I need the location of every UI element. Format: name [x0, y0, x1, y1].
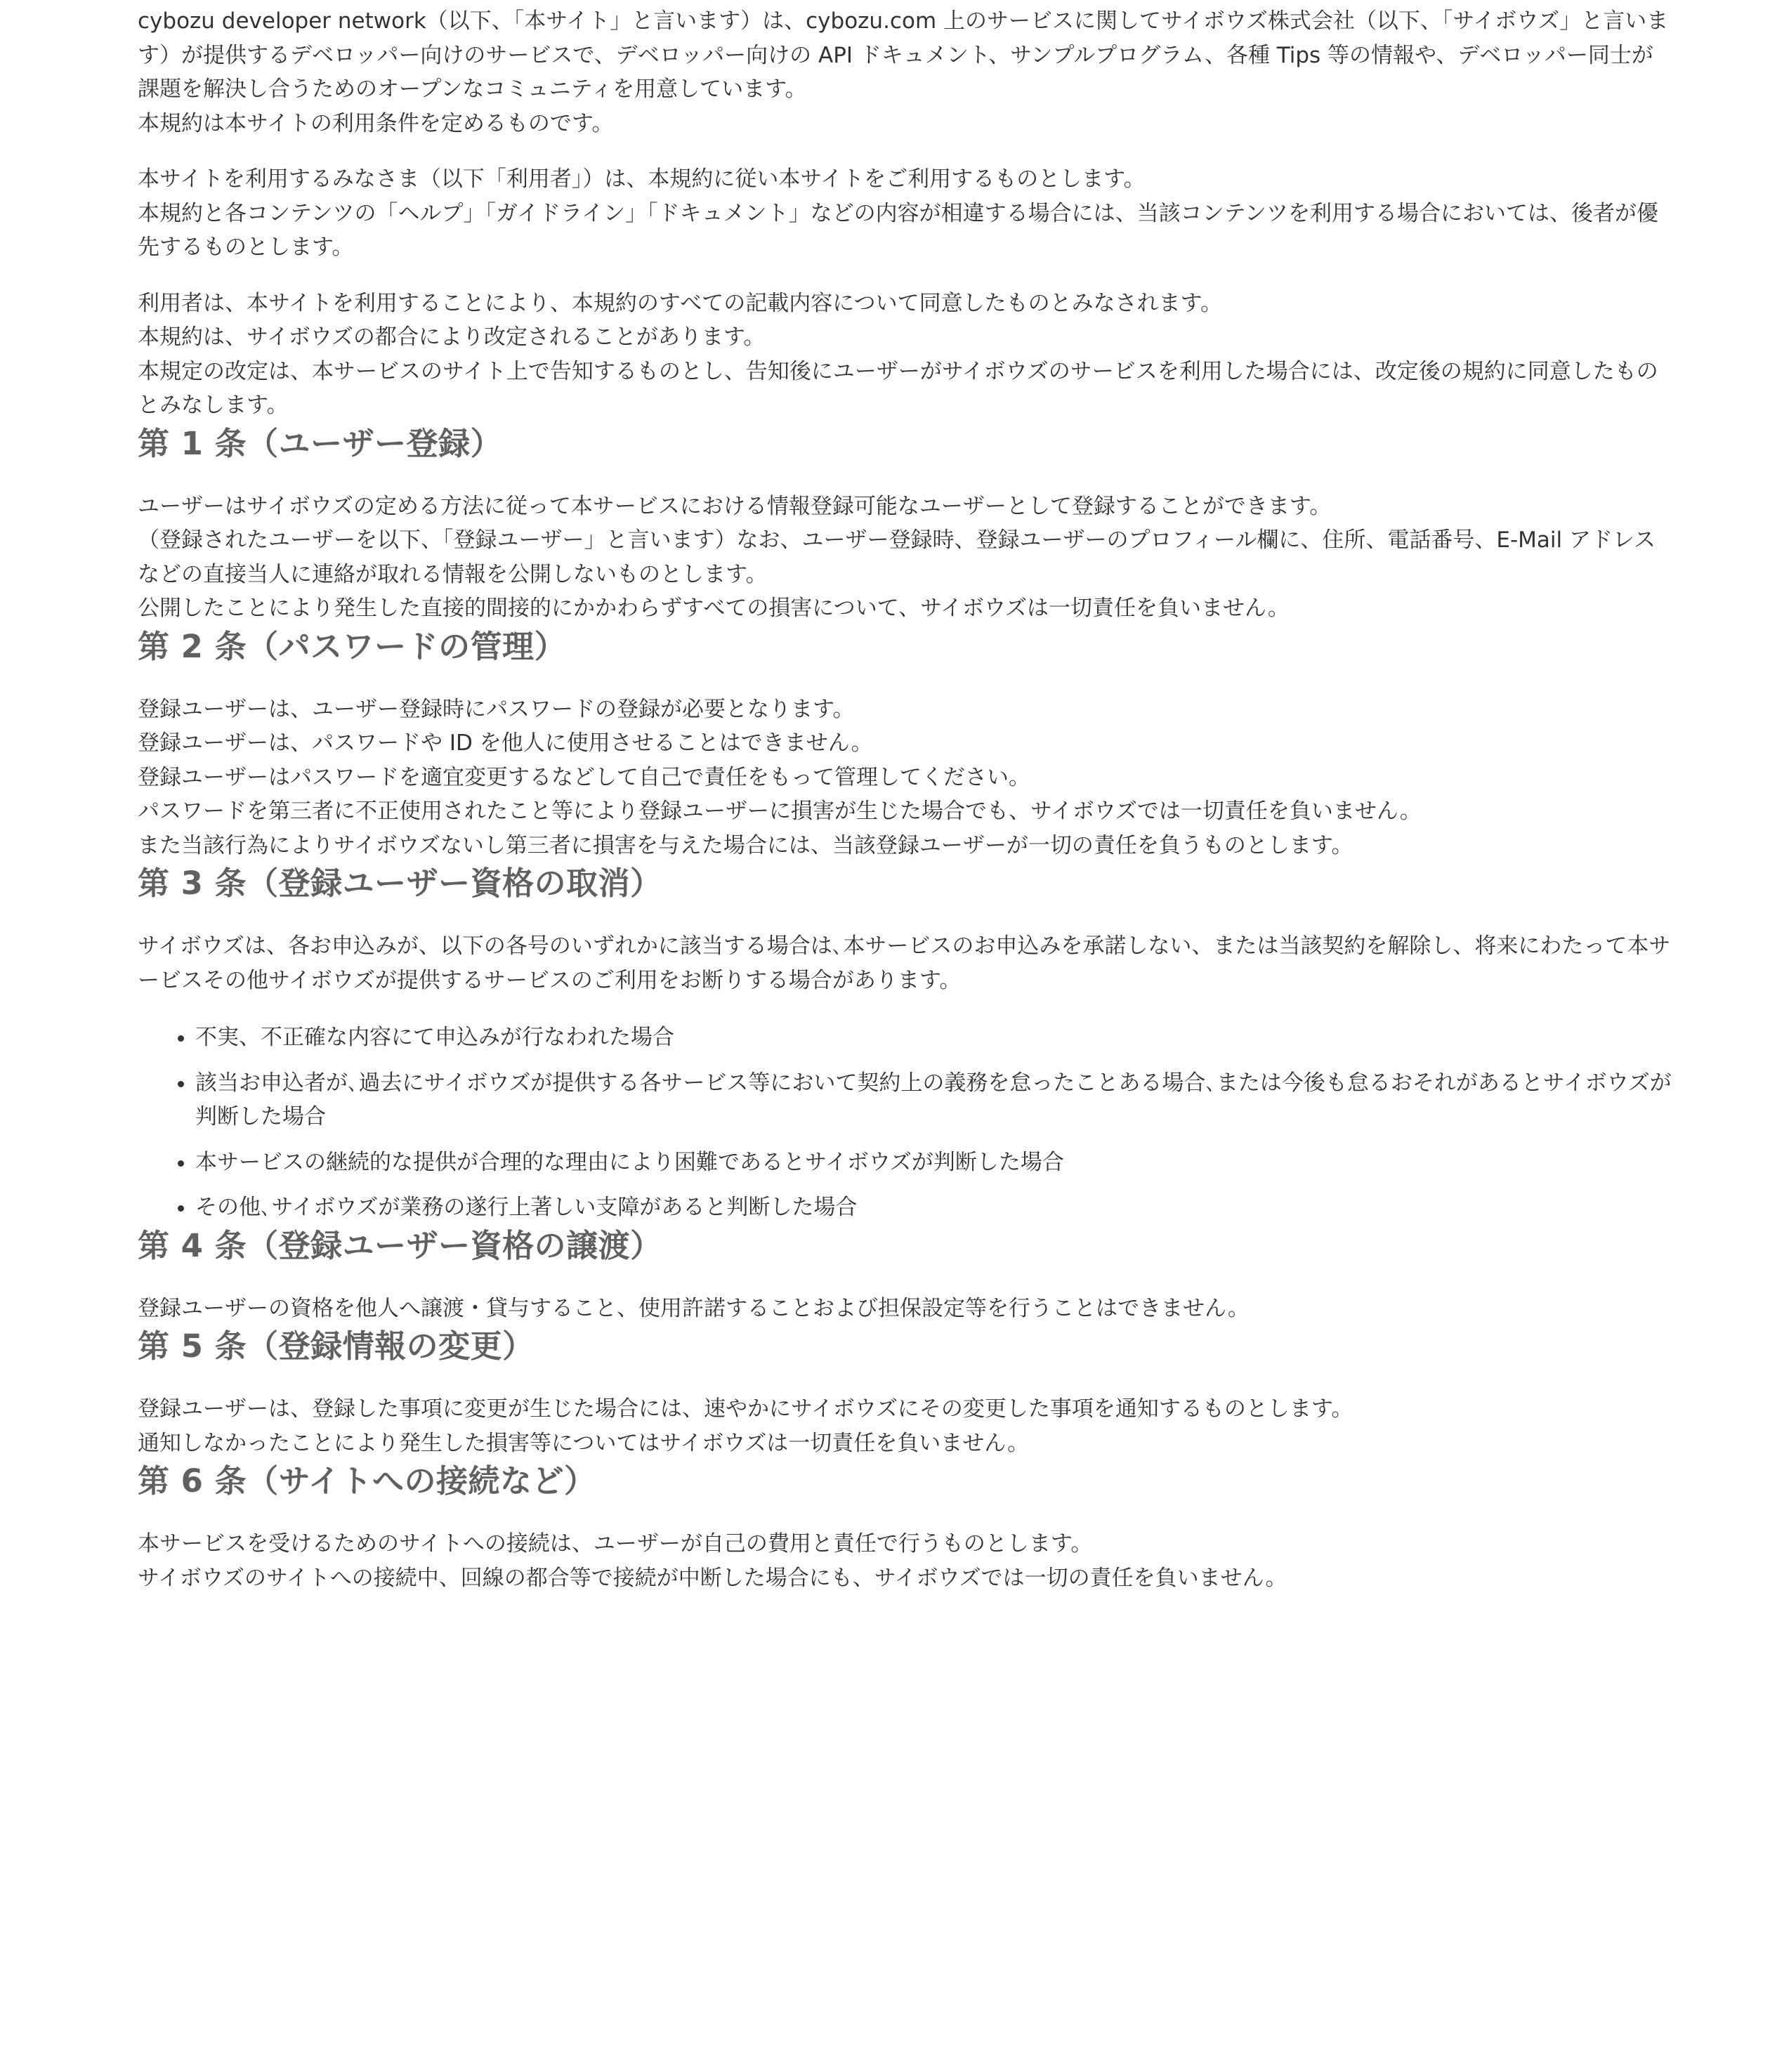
- article-2-heading: 第 2 条（パスワードの管理）: [138, 627, 567, 665]
- text-line: 登録ユーザーは、パスワードや ID を他人に使用させることはできません。: [138, 730, 873, 756]
- text-line: 本サイトを利用するみなさま（以下「利用者」）は、本規約に従い本サイトをご利用するものとします。: [138, 166, 1146, 192]
- article-5-body: [138, 1392, 1672, 1460]
- text-line: 登録ユーザーはパスワードを適宜変更するなどして自己で責任をもって管理してください。: [138, 764, 1030, 790]
- text-line: また当該行為によりサイボウズないし第三者に損害を与えた場合には、当該登録ユーザーが一切の責任を負うものとします。: [138, 832, 1353, 858]
- article-6-heading: 第 6 条（サイトへの接続など）: [138, 1462, 596, 1500]
- article-5-heading: 第 5 条（登録情報の変更）: [138, 1327, 535, 1365]
- text-line: 登録ユーザーは、登録した事項に変更が生じた場合には、速やかにサイボウズにその変更した事項を通知するものとします。: [138, 1396, 1353, 1422]
- article-3-body: [138, 929, 1672, 997]
- article-2-body: [138, 693, 1672, 863]
- text-line: 登録ユーザーは、ユーザー登録時にパスワードの登録が必要となります。: [138, 696, 855, 722]
- text-line: 本規約と各コンテンツの「ヘルプ」「ガイドライン」「ドキュメント」などの内容が相違する場合には、当該コンテンツを利用する場合においては、後者が優先するものとします。: [138, 200, 1659, 260]
- text-line: 公開したことにより発生した直接的間接的にかかわらずすべての損害について、サイボウズは一切責任を負いません。: [138, 596, 1290, 621]
- text-line: cybozu developer network（以下、「本サイト」と言います）は、cybozu.com 上のサービスに関してサイボウズ株式会社（以下、「サイボウズ」と言います）が提供するデベロッパー向けのサービスで、デベロッパー向けの API ドキュメント、サンプルプログラム、各種 Tips 等の情報や、デベロッパー同士が課題を解決し合うためのオープンなコミュニティを用意しています。: [138, 8, 1669, 102]
- list-item: • その他､サイボウズが業務の遂行上著しい支障があると判断した場合: [195, 1191, 1672, 1225]
- text-line: 通知しなかったことにより発生した損害等についてはサイボウズは一切責任を負いません。: [138, 1430, 1030, 1456]
- text-line: 本規定の改定は、本サービスのサイト上で告知するものとし、告知後にユーザーがサイボウズのサービスを利用した場合には、改定後の規約に同意したものとみなします。: [138, 358, 1658, 418]
- article-4-body: [138, 1292, 1672, 1326]
- list-item: • 該当お申込者が､過去にサイボウズが提供する各サービス等において契約上の義務を怠ったことある場合､または今後も怠るおそれがあるとサイボウズが判断した場合: [195, 1066, 1672, 1134]
- article-6-body: [138, 1527, 1672, 1595]
- text-line: 利用者は、本サイトを利用することにより、本規約のすべての記載内容について同意したものとみなされます。: [138, 290, 1223, 316]
- text-line: サイボウズは、各お申込みが、以下の各号のいずれかに該当する場合は､本サービスのお申込みを承諾しない、または当該契約を解除し、将来にわたって本サービスその他サイボウズが提供するサービスのご利用をお断りする場合があります。: [138, 933, 1671, 993]
- article-3-bullet-list: [138, 1021, 1672, 1225]
- intro-paragraph-1: [138, 0, 1672, 140]
- text-line: ユーザーはサイボウズの定める方法に従って本サービスにおける情報登録可能なユーザーとして登録することができます。: [138, 493, 1332, 519]
- text-line: 本サービスを受けるためのサイトへの接続は、ユーザーが自己の費用と責任で行うものとします。: [138, 1531, 1093, 1556]
- text-line: 本規約は、サイボウズの都合により改定されることがあります。: [138, 324, 766, 350]
- intro-paragraph-3: [138, 287, 1672, 423]
- text-line: パスワードを第三者に不正使用されたこと等により登録ユーザーに損害が生じた場合でも、サイボウズでは一切責任を負いません。: [138, 799, 1422, 824]
- article-1-heading: 第 1 条（ユーザー登録）: [138, 424, 503, 462]
- list-item: • 不実、不正確な内容にて申込みが行なわれた場合: [195, 1021, 1672, 1055]
- text-line: 登録ユーザーの資格を他人へ譲渡・貸与すること、使用許諾することおよび担保設定等を行うことはできません。: [138, 1295, 1250, 1321]
- article-3-heading: 第 3 条（登録ユーザー資格の取消）: [138, 865, 662, 902]
- text-line: サイボウズのサイトへの接続中、回線の都合等で接続が中断した場合にも、サイボウズでは一切の責任を負いません。: [138, 1565, 1287, 1591]
- article-1-body: [138, 490, 1672, 626]
- text-line: 本規約は本サイトの利用条件を定めるものです。: [138, 110, 614, 136]
- list-item: • 本サービスの継続的な提供が合理的な理由により困難であるとサイボウズが判断した場合: [195, 1146, 1672, 1180]
- terms-content: [138, 0, 1672, 1595]
- text-line: （登録されたユーザーを以下、「登録ユーザー」と言います）なお、ユーザー登録時、登録ユーザーのプロフィール欄に、住所、電話番号、E-Mail アドレスなどの直接当人に連絡が取れる情報を公開しないものとします。: [138, 527, 1656, 587]
- article-4-heading: 第 4 条（登録ユーザー資格の譲渡）: [138, 1226, 662, 1264]
- intro-paragraph-2: [138, 162, 1672, 265]
